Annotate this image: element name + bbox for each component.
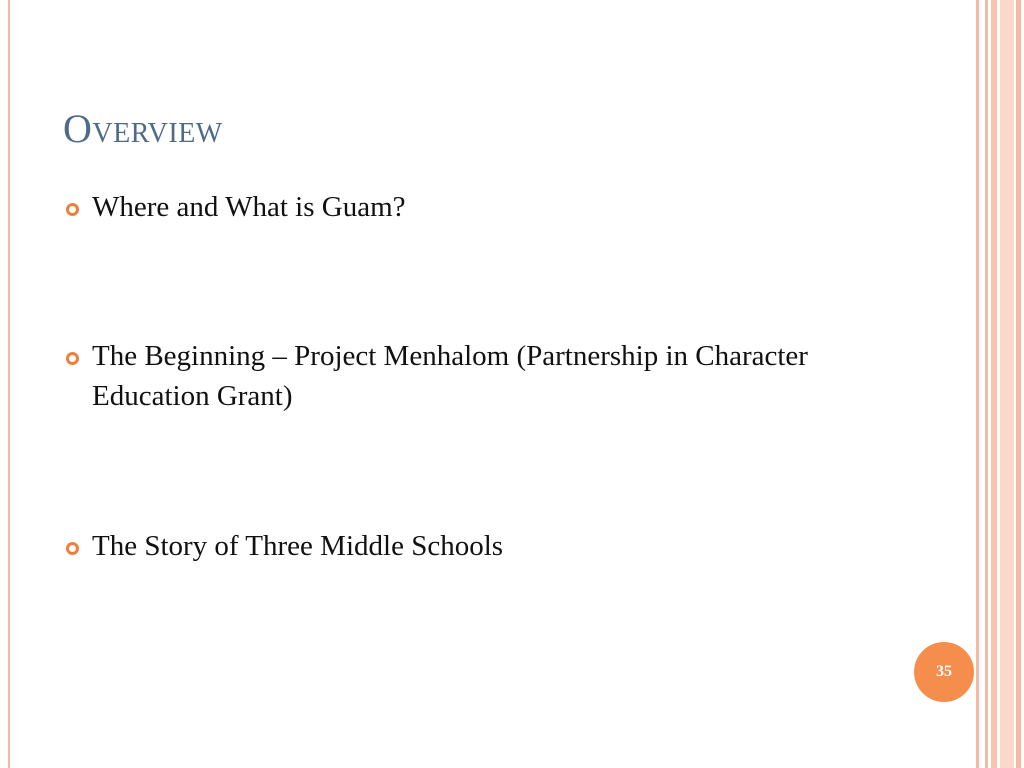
stripe [991,0,997,768]
stripe [1000,0,1014,768]
bullet-text: The Beginning – Project Menhalom (Partnership in Character Education Grant) [92,340,808,412]
stripe [976,0,979,768]
page-number-badge [914,642,974,702]
bullet-text: The Story of Three Middle Schools [92,530,504,562]
bullet-ring-icon [66,542,79,555]
bullet-text: Where and What is Guam? [92,191,406,223]
bullet-ring-icon [66,203,79,216]
slide-title: Overview [63,106,223,151]
right-decorative-stripes [976,0,1024,768]
stripe [985,0,988,768]
bullet-ring-icon [66,352,79,365]
page-number-text: 35 [936,663,952,680]
left-border-line [8,0,10,768]
stripe [1016,0,1021,768]
